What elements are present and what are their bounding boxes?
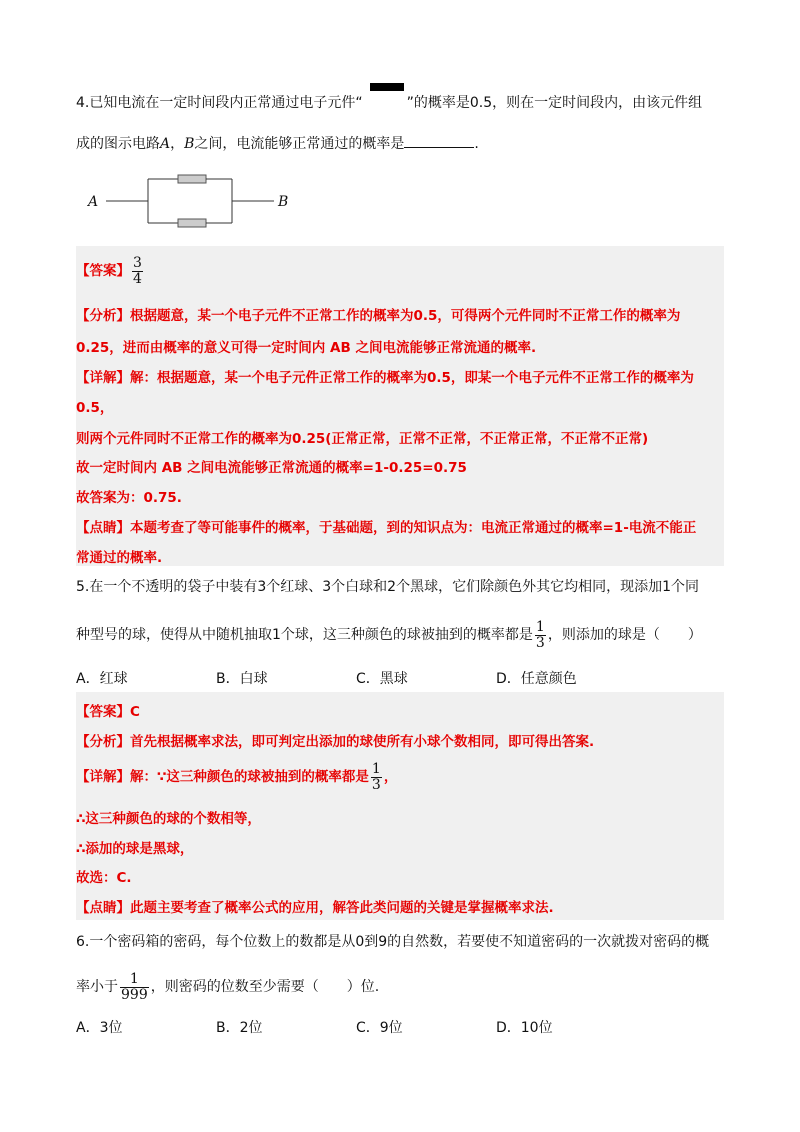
q4-detail-4: 故一定时间内 AB 之间电流能够正常流通的概率=1-0.25=0.75 bbox=[76, 460, 467, 476]
q4-answer: 【答案】 $\frac{3}{4}$ bbox=[76, 255, 142, 287]
q5-option-d[interactable]: D．任意颜色 bbox=[496, 671, 577, 687]
q5-answer: 【答案】C bbox=[76, 704, 140, 720]
q6-option-b[interactable]: B．2位 bbox=[216, 1020, 263, 1036]
resistor-icon bbox=[370, 83, 404, 91]
resistor-top-icon bbox=[178, 175, 206, 183]
q5-line-1: 5.在一个不透明的袋子中装有3个红球、3个白球和2个黑球，它们除颜色外其它均相同，现添加1个同 bbox=[76, 579, 699, 595]
circuit-label-a: A bbox=[88, 194, 99, 210]
q4-line-1: 4.已知电流在一定时间段内正常通过电子元件“ ”的概率是0.5，则在一定时间段内，由该元件组 bbox=[76, 95, 703, 111]
q4-comment-2: 常通过的概率. bbox=[76, 550, 163, 566]
q5-detail-2: ∴这三种颜色的球的个数相等， bbox=[76, 811, 261, 827]
q5-line-2: 种型号的球，使得从中随机抽取1个球，这三种颜色的球被抽到的概率都是 $\frac{1}{3}$ ，则添加的球是（ ） bbox=[76, 619, 702, 651]
q5-comment: 【点睛】此题主要考查了概率公式的应用，解答此类问题的关键是掌握概率求法. bbox=[76, 900, 554, 916]
q4-line-2: 成的图示电路A，B之间，电流能够正常通过的概率是 . bbox=[76, 136, 479, 152]
q6-line-1: 6.一个密码箱的密码，每个位数上的数都是从0到9的自然数，若要使不知道密码的一次就拨对密码的概 bbox=[76, 934, 710, 950]
q4-detail-3: 则两个元件同时不正常工作的概率为0.25(正常正常，正常不正常，不正常正常，不正常不正常) bbox=[76, 431, 649, 447]
q5-option-c[interactable]: C．黑球 bbox=[356, 671, 408, 687]
q4-detail-5: 故答案为：0.75. bbox=[76, 490, 182, 506]
q5-analysis: 【分析】首先根据概率求法，即可判定出添加的球使所有小球个数相同，即可得出答案. bbox=[76, 734, 595, 750]
q4-analysis-1: 【分析】根据题意，某一个电子元件不正常工作的概率为0.5，可得两个元件同时不正常工作的概率为 bbox=[76, 308, 681, 324]
q5-detail-4: 故选：C. bbox=[76, 870, 132, 886]
q5-option-a[interactable]: A．红球 bbox=[76, 671, 128, 687]
q6-option-c[interactable]: C．9位 bbox=[356, 1020, 403, 1036]
q4-answer-block bbox=[76, 246, 724, 566]
answer-blank bbox=[404, 135, 474, 148]
q5-detail-1: 【详解】解：∵这三种颜色的球被抽到的概率都是 $\frac{1}{3}$ ， bbox=[76, 761, 398, 793]
q6-option-d[interactable]: D．10位 bbox=[496, 1020, 553, 1036]
q5-detail-3: ∴添加的球是黑球， bbox=[76, 841, 194, 857]
circuit-label-b: B bbox=[278, 194, 289, 210]
q5-answer-block bbox=[76, 692, 724, 920]
q6-line-2: 率小于 $\frac{1}{999}$ ，则密码的位数至少需要（ ）位. bbox=[76, 971, 380, 1003]
resistor-bottom-icon bbox=[178, 219, 206, 227]
q4-comment-1: 【点睛】本题考查了等可能事件的概率，于基础题，到的知识点为：电流正常通过的概率=1-电流不能正 bbox=[76, 520, 697, 536]
q5-option-b[interactable]: B．白球 bbox=[216, 671, 268, 687]
q6-option-a[interactable]: A．3位 bbox=[76, 1020, 123, 1036]
circuit-diagram bbox=[86, 168, 306, 238]
q4-detail-2: 0.5， bbox=[76, 400, 114, 416]
q4-analysis-2: 0.25，进而由概率的意义可得一定时间内 AB 之间电流能够正常流通的概率. bbox=[76, 340, 537, 356]
q4-detail-1: 【详解】解：根据题意，某一个电子元件正常工作的概率为0.5，即某一个电子元件不正常工作的概率为 bbox=[76, 370, 694, 386]
